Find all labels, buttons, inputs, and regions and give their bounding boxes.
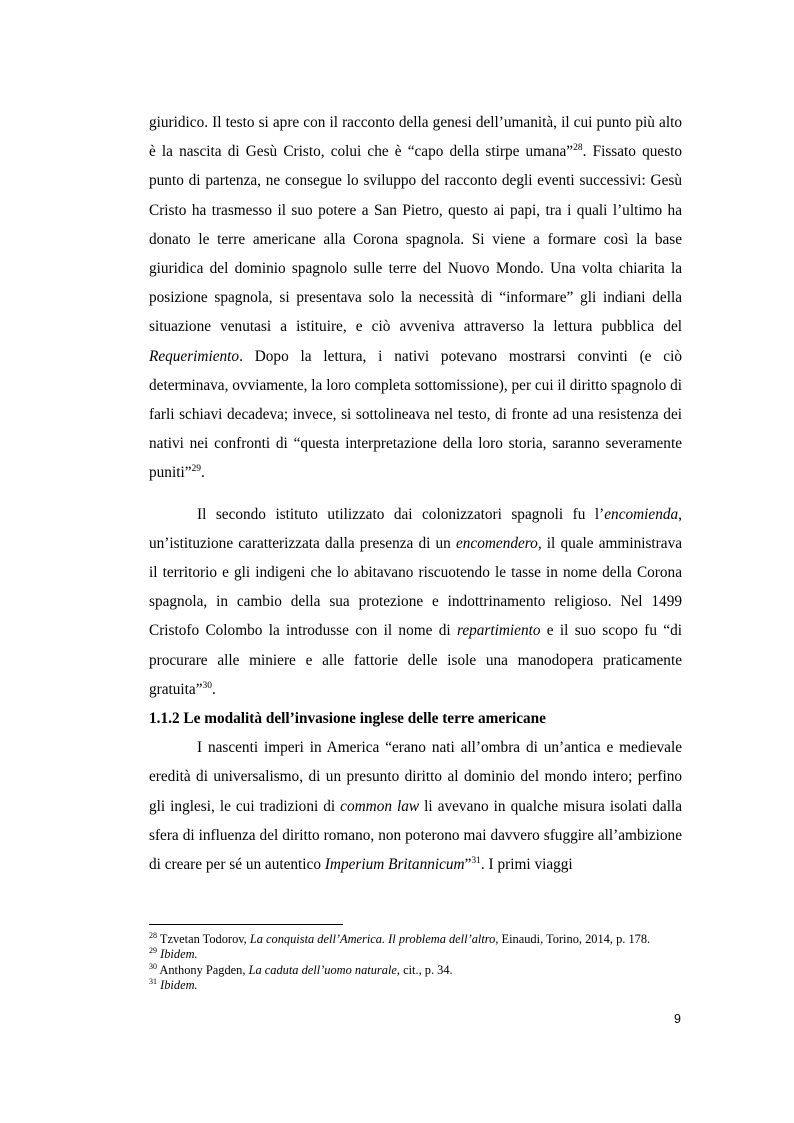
paragraph-3: I nascenti imperi in America “erano nati all’ombra di un’antica e medievale eredità di universalismo, di un presunto diritto al dominio del mondo intero; perfino gli inglesi, le cui tradizioni di common law li avevano in qualche misura isolati dalla sfera di influenza del diritto romano, non poterono mai davvero sfuggire all’ambizione di creare per sé un autentico Imperium Britannicum”$^{31}$. I primi viaggi bbox=[149, 739, 682, 874]
footnote-29: $^{29}$ Ibidem. bbox=[149, 946, 198, 962]
footnote-ref-31: 31 bbox=[471, 855, 481, 866]
body-text bbox=[149, 108, 682, 879]
footnote-ref-29: 29 bbox=[191, 464, 201, 475]
footnote-31: $^{31}$ Ibidem. bbox=[149, 977, 198, 993]
section-heading: 1.1.2 Le modalità dell’invasione inglese delle terre americane bbox=[149, 710, 546, 728]
paragraph-2: Il secondo istituto utilizzato dai colonizzatori spagnoli fu l’encomienda, un’istituzione caratterizzata dalla presenza di un encomendero, il quale amministrava il territorio e gli indigeni che lo abitavano riscuotendo le tasse in nome della Corona spagnola, in cambio della sua protezione e indottrinamento religioso. Nel 1499 Cristofo Colombo la introdusse con il nome di repartimiento e il suo scopo fu “di procurare alle miniere e alle fattorie delle isole una manodopera praticamente gratuita”$^{30}$. bbox=[149, 505, 683, 698]
footnote-ref-28: 28 bbox=[573, 143, 583, 154]
paragraph-1: giuridico. Il testo si apre con il racconto della genesi dell’umanità, il cui punto più alto è la nascita di Gesù Cristo, colui che è “capo della stirpe umana”$^{28}$. Fissato questo punto di partenza, ne consegue lo sviluppo del racconto degli eventi successivi: Gesù Cristo ha trasmesso il suo potere a San Pietro, questo ai papi, tra i quali l’ultimo ha donato le terre americane alla Corona spagnola. Si viene a formare così la base giuridica del dominio spagnolo sulle terre del Nuovo Mondo. Una volta chiarita la posizione spagnola, si presentava solo la necessità di “informare” gli indiani della situazione venutasi a istituire, e ciò avveniva attraverso la lettura pubblica del Requerimiento. Dopo la lettura, i nativi potevano mostrarsi convinti (e ciò determinava, ovviamente, la loro completa sottomissione), per cui il diritto spagnolo di farli schiavi decadeva; invece, si sottolineava nel testo, di fronte ad una resistenza dei nativi nei confronti di “questa interpretazione della loro storia, saranno severamente puniti”$^{29}$. bbox=[149, 114, 683, 482]
footnotes bbox=[149, 932, 682, 994]
page-number: 9 bbox=[674, 1012, 681, 1026]
footnote-28: $^{28}$ Tzvetan Todorov, La conquista dell’America. Il problema dell’altro, Einaudi, Torino, 2014, p. 178. bbox=[149, 930, 651, 946]
footnote-separator bbox=[149, 924, 343, 925]
footnote-ref-30: 30 bbox=[202, 680, 213, 691]
footnote-30: $^{30}$ Anthony Pagden, La caduta dell’uomo naturale, cit., p. 34. bbox=[149, 961, 453, 977]
